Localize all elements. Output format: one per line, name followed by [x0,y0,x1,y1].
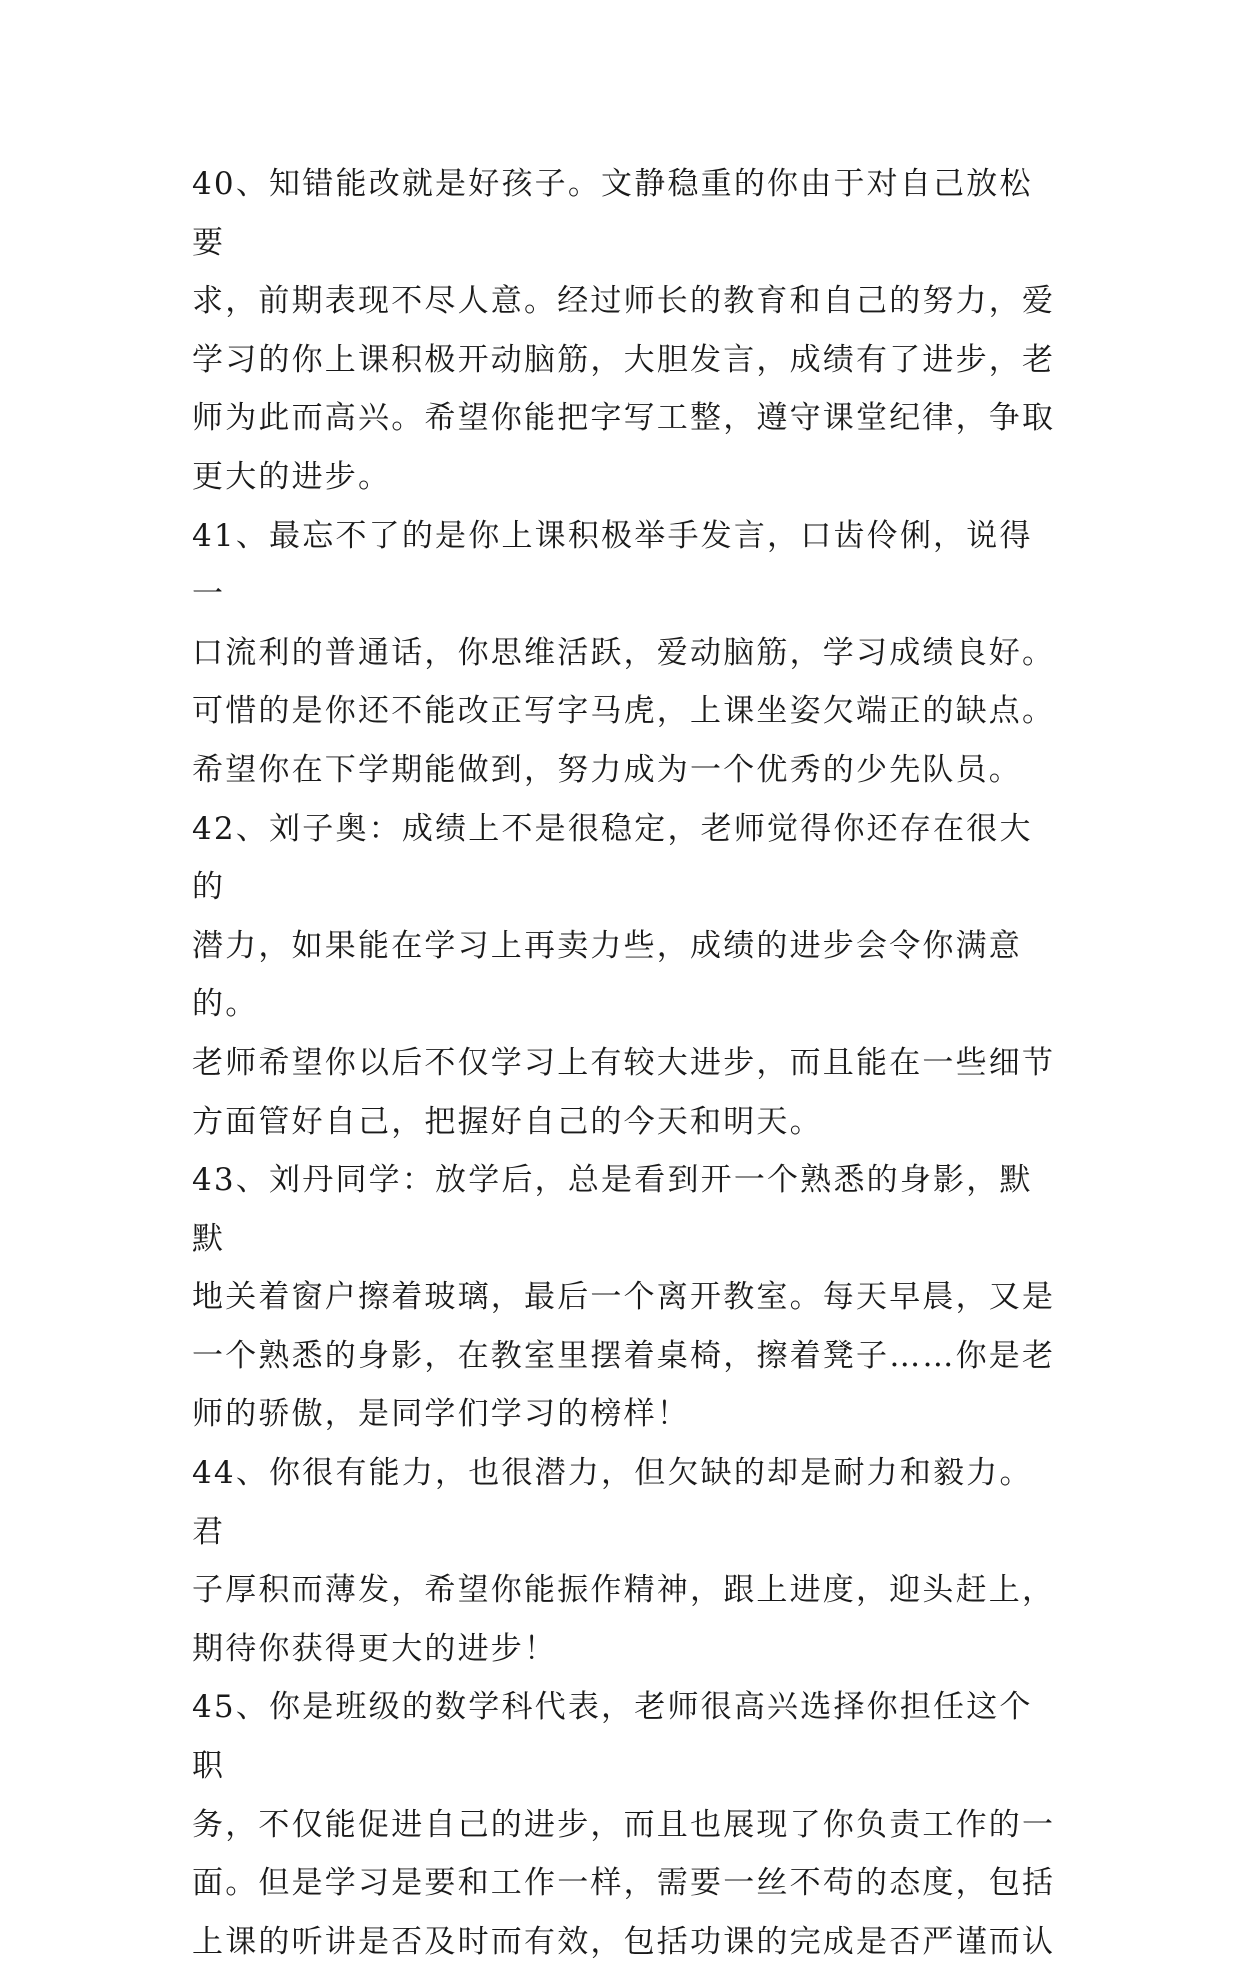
text-line: 41、最忘不了的是你上课积极举手发言，口齿伶俐，说得一 [192,517,1033,613]
text-line: 地关着窗户擦着玻璃，最后一个离开教室。每天早晨，又是 [192,1279,1056,1316]
text-line: 一个熟悉的身影，在教室里摆着桌椅，擦着凳子……你是老 [192,1337,1056,1374]
text-line: 面。但是学习是要和工作一样，需要一丝不苟的态度，包括 [192,1865,1056,1902]
text-line: 潜力，如果能在学习上再卖力些，成绩的进步会令你满意的。 [192,927,1022,1023]
text-line: 42、刘子奥：成绩上不是很稳定，老师觉得你还存在很大的 [192,810,1033,906]
text-line: 师为此而高兴。希望你能把字写工整，遵守课堂纪律，争取 [192,400,1056,437]
comment-paragraph-42 [192,800,1062,1152]
text-line: 上课的听讲是否及时而有效，包括功课的完成是否严谨而认 [192,1923,1056,1960]
text-line: 希望你在下学期能做到，努力成为一个优秀的少先队员。 [192,751,1022,788]
text-line: 43、刘丹同学：放学后，总是看到开一个熟悉的身影，默默 [192,1162,1033,1257]
text-line: 期待你获得更大的进步！ [192,1630,558,1667]
text-line: 更大的进步。 [192,458,392,495]
text-line: 子厚积而薄发，希望你能振作精神，跟上进度，迎头赶上， [192,1572,1056,1609]
text-line: 务，不仅能促进自己的进步，而且也展现了你负责工作的一 [192,1806,1056,1843]
comment-paragraph-40 [192,155,1062,507]
comment-paragraph-43 [192,1151,1062,1444]
document-page [192,155,1062,1971]
text-line: 求，前期表现不尽人意。经过师长的教育和自己的努力，爱 [192,283,1056,320]
comment-paragraph-45 [192,1678,1062,1971]
comment-paragraph-41 [192,507,1062,800]
text-line: 40、知错能改就是好孩子。文静稳重的你由于对自己放松要 [192,166,1033,261]
text-line: 学习的你上课积极开动脑筋，大胆发言，成绩有了进步，老 [192,341,1056,378]
text-line: 可惜的是你还不能改正写字马虎，上课坐姿欠端正的缺点。 [192,693,1056,730]
text-line: 45、你是班级的数学科代表，老师很高兴选择你担任这个职 [192,1689,1033,1785]
text-line: 老师希望你以后不仅学习上有较大进步，而且能在一些细节 [192,1044,1056,1081]
text-line: 口流利的普通话，你思维活跃，爱动脑筋，学习成绩良好。 [192,634,1056,671]
text-line: 44、你很有能力，也很潜力，但欠缺的却是耐力和毅力。君 [192,1455,1033,1550]
comment-paragraph-44 [192,1444,1062,1678]
text-line: 师的骄傲，是同学们学习的榜样！ [192,1396,690,1433]
text-line: 方面管好自己，把握好自己的今天和明天。 [192,1103,823,1140]
